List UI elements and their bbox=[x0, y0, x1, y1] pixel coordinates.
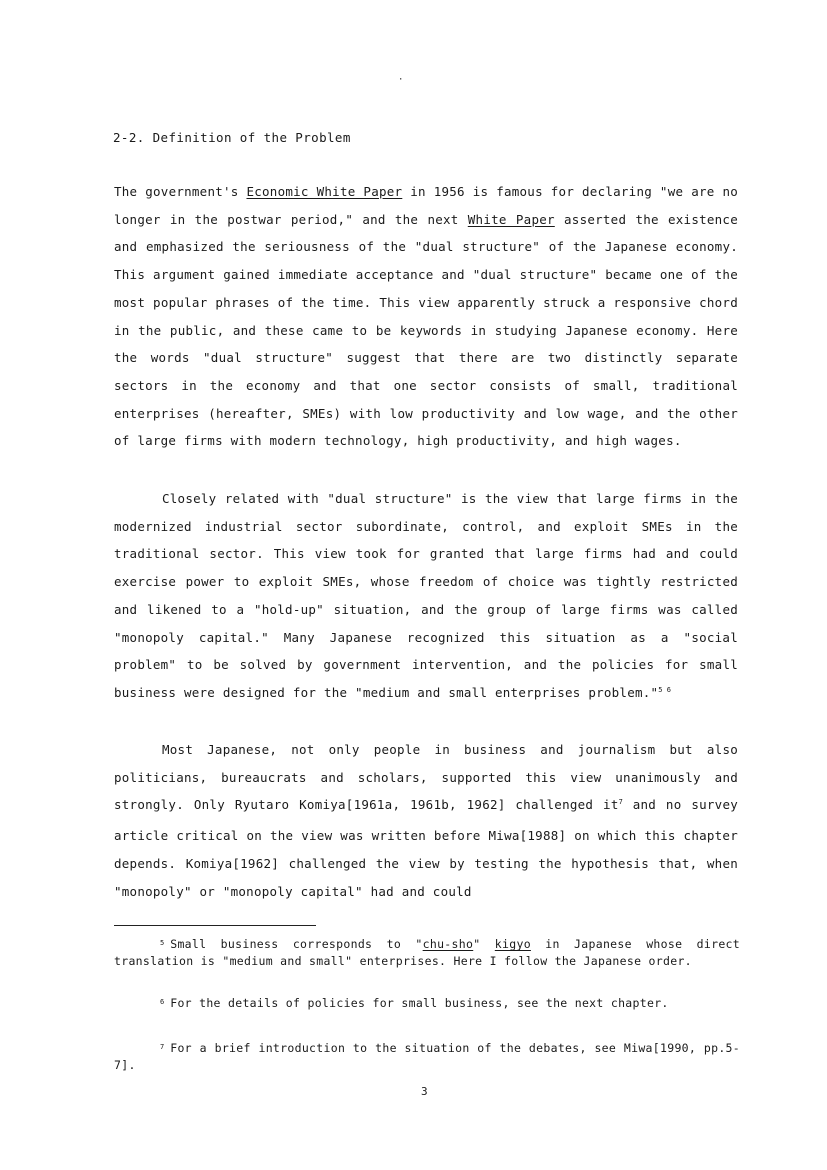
para3-text-1: Most Japanese, not only people in business and journalism but also politicians, bureaucrats and scholars, supported this view unanimously and strongly. Only Ryutaro Komiya[1961a, 1961b, 1962] challenged it bbox=[114, 742, 738, 813]
footnote-divider bbox=[114, 925, 316, 926]
economic-white-paper-title: Economic White Paper bbox=[246, 184, 403, 199]
footnote-6-text: For the details of policies for small business, see the next chapter. bbox=[170, 996, 669, 1010]
footnote-6 bbox=[114, 996, 740, 1013]
para1-text-3: asserted the existence and emphasized the seriousness of the "dual structure" of the Japanese economy. This argument gained immediate acceptance and "dual structure" became one of the most popular phrases of the time. This view apparently struck a responsive chord in the public, and these came to be keywords in studying Japanese economy. Here the words "dual structure" suggest that there are two distinctly separate sectors in the economy and that one sector consists of small, traditional enterprises (hereafter, SMEs) with low productivity and low wage, and the other of large firms with modern technology, high productivity, and high wages. bbox=[114, 211, 738, 449]
footnote-5-text-2: " bbox=[473, 937, 495, 951]
footnote-5-mark: 5 bbox=[160, 939, 165, 947]
scan-speck: · bbox=[398, 75, 404, 85]
footnote-7-text: For a brief introduction to the situation of the debates, see Miwa[1990, pp.5-7]. bbox=[114, 1041, 740, 1072]
para2-text: Closely related with "dual structure" is the view that large firms in the modernized industrial sector subordinate, control, and exploit SMEs in the traditional sector. This view took for granted that large firms had and could exercise power to exploit SMEs, whose freedom of choice was tightly restricted and likened to a "hold-up" situation, and the group of large firms was called "monopoly capital." Many Japanese recognized this situation as a "social problem" to be solved by government intervention, and the policies for small business were designed for the "medium and small enterprises problem." bbox=[114, 491, 738, 700]
footnote-5-text-3: in Japanese whose direct translation is "medium and small" enterprises. Here I follow the Japanese order. bbox=[114, 937, 740, 968]
footnote-7-mark: 7 bbox=[160, 1043, 165, 1051]
paragraph-3 bbox=[114, 736, 738, 905]
paragraph-1 bbox=[114, 178, 738, 455]
kigyo-term: kigyo bbox=[494, 937, 531, 951]
section-heading: 2-2. Definition of the Problem bbox=[113, 130, 351, 145]
chu-sho-term: chu-sho bbox=[422, 937, 474, 951]
footnote-5-text-1: Small business corresponds to " bbox=[170, 937, 423, 951]
page-number: 3 bbox=[421, 1085, 428, 1098]
footnote-6-mark: 6 bbox=[160, 998, 165, 1006]
para1-text-1: The government's bbox=[114, 184, 247, 199]
para1-text-2: in 1956 is famous for declaring "we are no longer in the postwar period," and the next bbox=[114, 184, 738, 227]
footnote-7 bbox=[114, 1041, 740, 1073]
footnote-ref-7: 7 bbox=[618, 798, 623, 807]
para3-text-2: and no survey article critical on the view was written before Miwa[1988] on which this chapter depends. Komiya[1962] challenged the view by testing the hypothesis that, when "monopoly" or "monopoly capital" had and could bbox=[114, 797, 739, 899]
paragraph-2 bbox=[114, 485, 738, 710]
footnote-ref-5-6: 5 6 bbox=[658, 685, 671, 694]
white-paper-title: White Paper bbox=[467, 211, 555, 227]
footnote-5 bbox=[114, 937, 740, 969]
